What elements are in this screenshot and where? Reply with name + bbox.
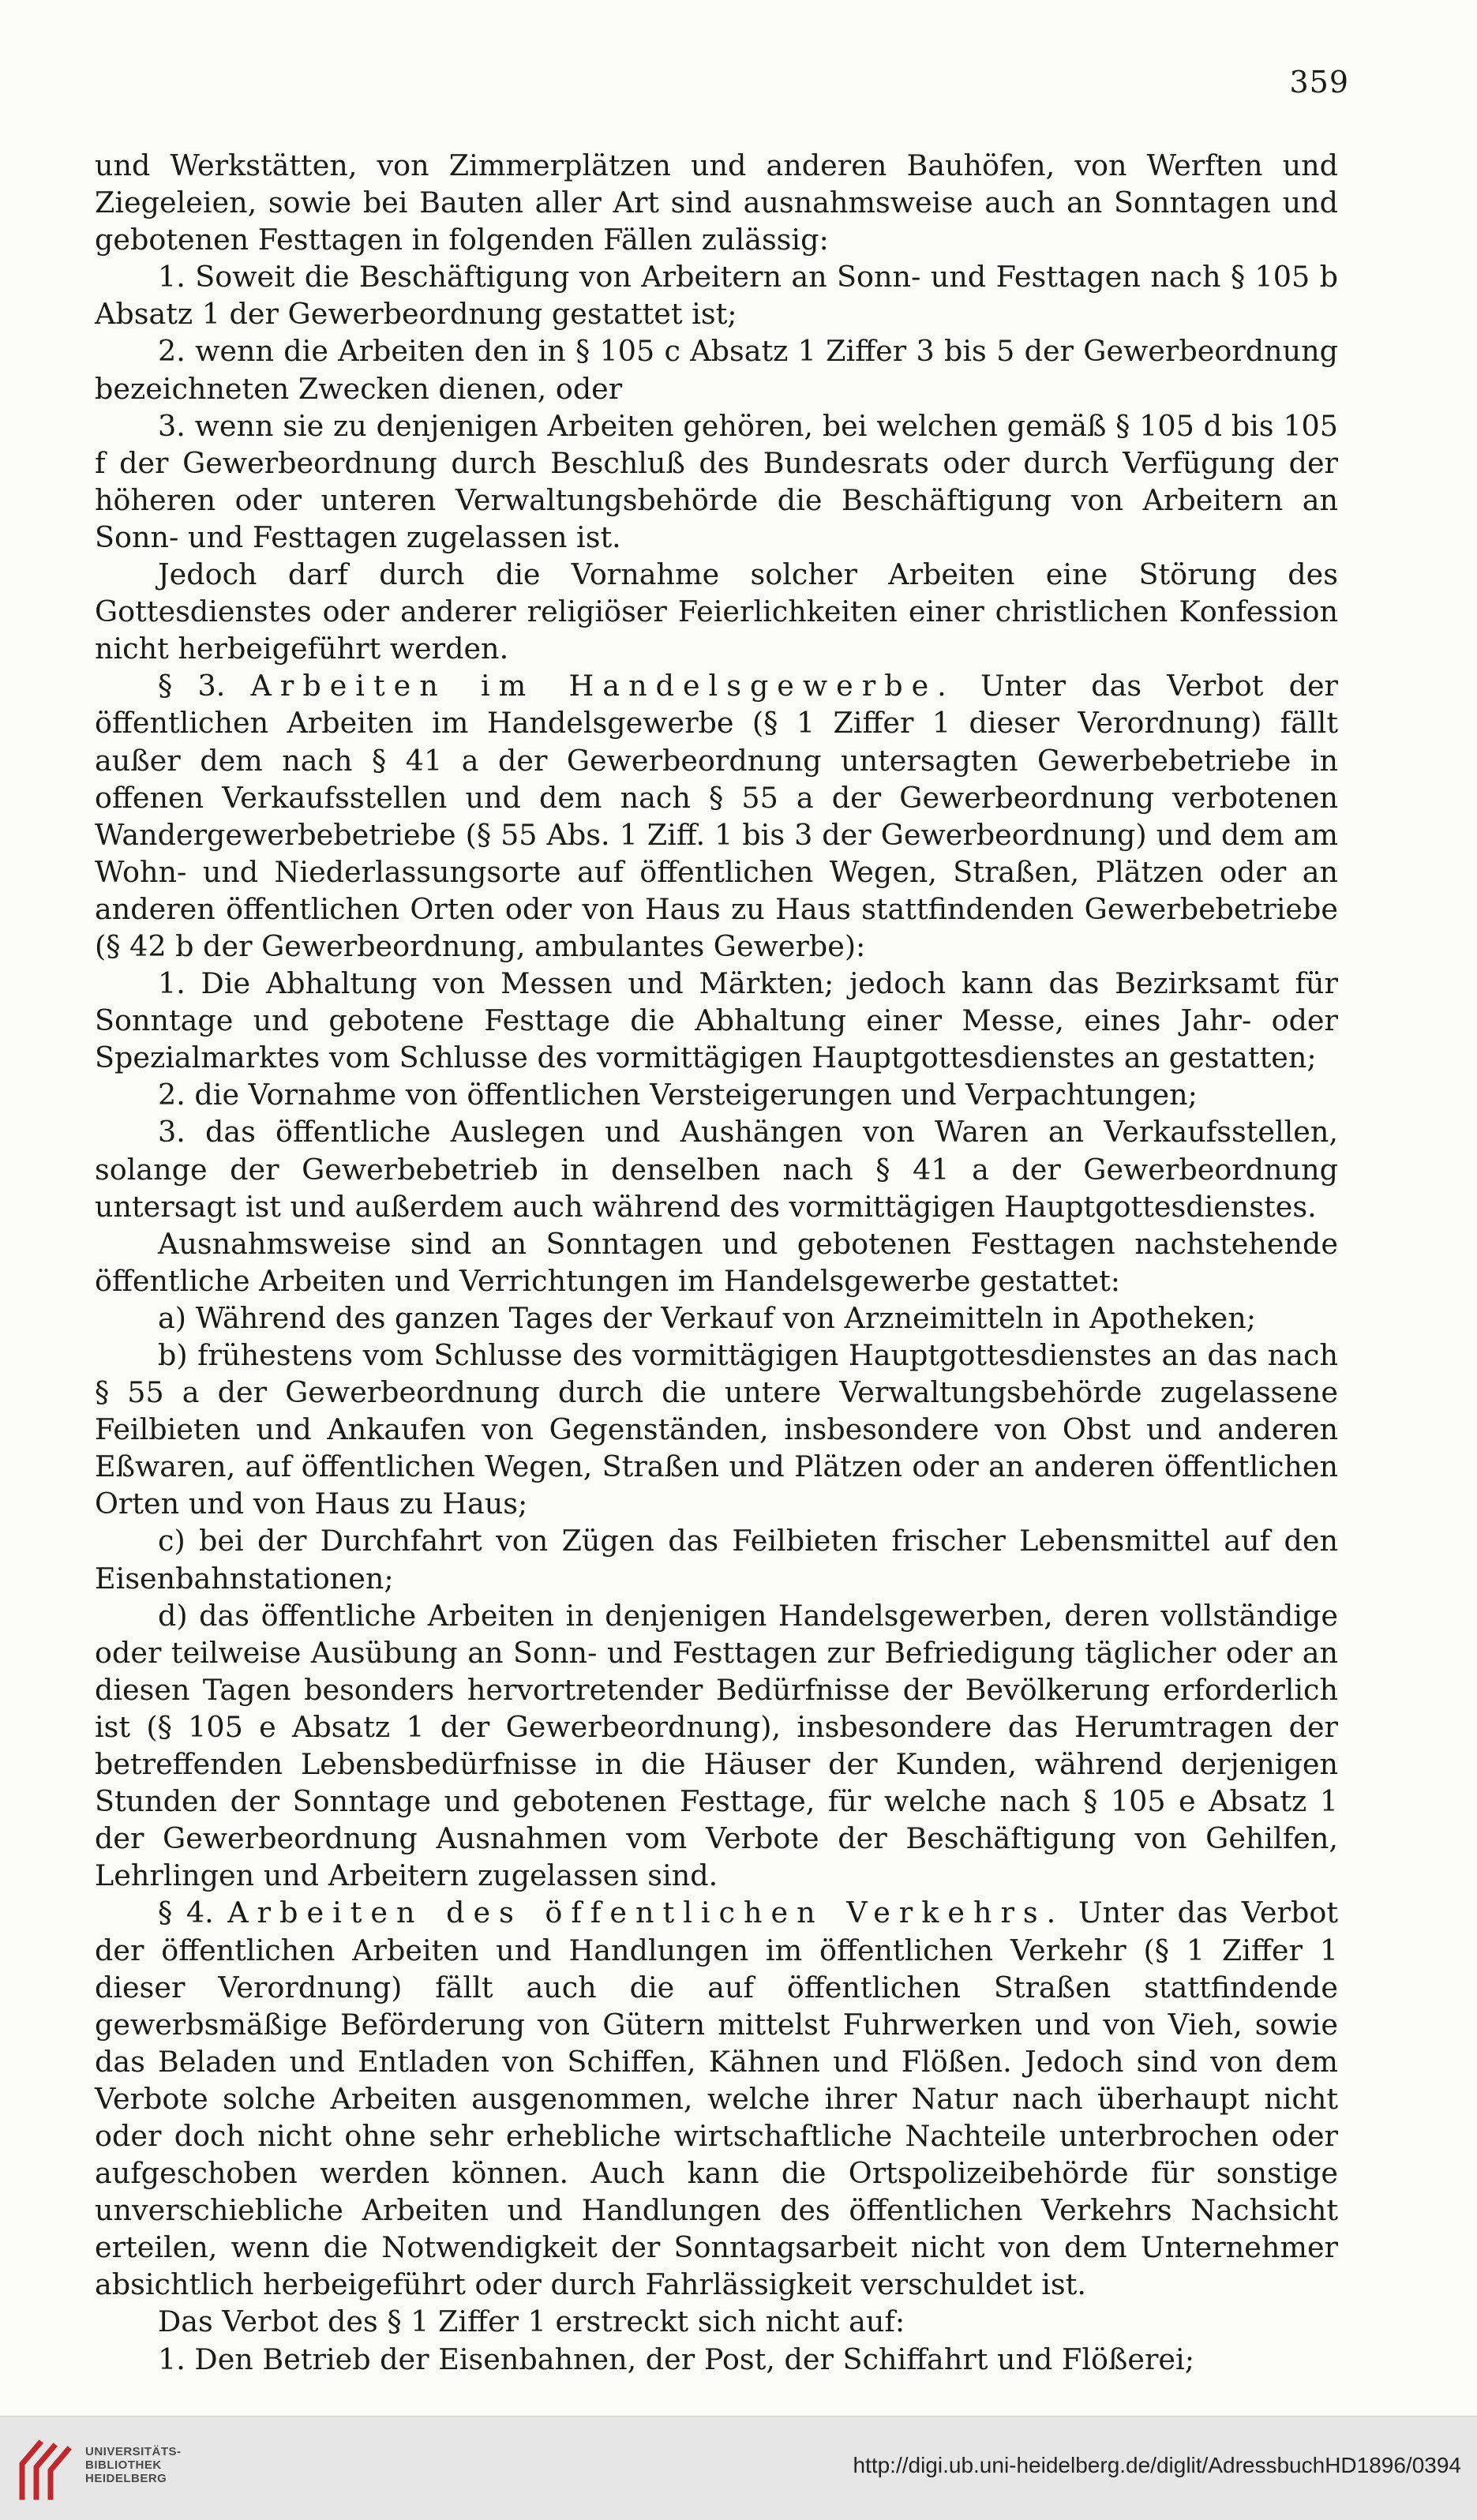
list-item-3: 3. wenn sie zu denjenigen Arbeiten gehören, bei welchen gemäß § 105 d bis 105 f der Gewerbeordnung durch Beschluß des Bundesrats oder durch Verfügung der höheren oder unteren Verwaltungsbehörde die Beschäftigung von Arbeitern an Sonn- und Festtagen zugelassen ist. <box>95 408 1338 554</box>
viewer-footer <box>0 2416 1477 2520</box>
list-item-1: 1. Soweit die Beschäftigung von Arbeitern an Sonn- und Festtagen nach § 105 b Absatz 1 der Gewerbeordnung gestattet ist; <box>95 260 1338 332</box>
section-3-heading: Arbeiten im Handelsgewerbe. <box>250 669 955 703</box>
section-3-number: § 3. <box>158 669 226 703</box>
section-4-number: § 4. <box>158 1896 214 1930</box>
closing-intro: Das Verbot des § 1 Ziffer 1 erstreckt sich nicht auf: <box>158 2304 905 2339</box>
section-3-item-3: 3. das öffentliche Auslegen und Aushängen von Waren an Verkaufsstellen, solange der Gewerbebetrieb in denselben nach § 41 a der Gewerbeordnung untersagt ist und außerdem auch während des vormittägigen Hauptgottesdienstes. <box>95 1115 1338 1224</box>
section-3 <box>95 667 1338 965</box>
library-name-line: BIBLIOTHEK <box>85 2458 162 2472</box>
library-logo-icon <box>16 2432 74 2503</box>
paragraph-intro: und Werkstätten, von Zimmerplätzen und anderen Bauhöfen, von Werften und Ziegeleien, sowie bei Bauten aller Art sind ausnahmsweise auch an Sonntagen und gebotenen Festtagen in folgenden Fällen zulässig: <box>95 148 1338 257</box>
exception-a: a) Während des ganzen Tages der Verkauf von Arzneimitteln in Apotheken; <box>158 1300 1257 1335</box>
section-4-heading: Arbeiten des öffentlichen Verkehrs. <box>227 1896 1065 1930</box>
exception-b: b) frühestens vom Schlusse des vormittägigen Hauptgottesdienstes an das nach § 55 a der Gewerbeordnung durch die untere Verwaltungsbehörde zugelassene Feilbieten und Ankaufen von Gegenständen, insbesondere von Obst und anderen Eßwaren, auf öffentlichen Wegen, Straßen und Plätzen oder an anderen öffentlichen Orten und von Haus zu Haus; <box>95 1338 1338 1521</box>
section-3-body: Unter das Verbot der öffentlichen Arbeiten im Handelsgewerbe (§ 1 Ziffer 1 dieser Verordnung) fällt außer dem nach § 41 a der Gewerbeordnung untersagten Gewerbebetriebe in offenen Verkaufsstellen und dem nach § 55 a der Gewerbeordnung verbotenen Wandergewerbebetriebe (§ 55 Abs. 1 Ziff. 1 bis 3 der Gewerbeordnung) und dem am Wohn- und Niederlassungsorte auf öffentlichen Wegen, Straßen, Plätzen oder an anderen öffentlichen Orten oder von Haus zu Haus stattfindenden Gewerbebetriebe (§ 42 b der Gewerbeordnung, ambulantes Gewerbe): <box>95 669 1338 963</box>
body-text <box>95 147 1338 2378</box>
closing-item-1: 1. Den Betrieb der Eisenbahnen, der Post, der Schiffahrt und Flößerei; <box>158 2342 1195 2376</box>
library-name <box>85 2445 182 2485</box>
section-3-item-2: 2. die Vornahme von öffentlichen Versteigerungen und Verpachtungen; <box>158 1078 1198 1112</box>
exception-d: d) das öffentliche Arbeiten in denjenigen Handelsgewerben, deren vollständige oder teilweise Ausübung an Sonn- und Festtagen zur Befriedigung täglicher oder an diesen Tagen besonders hervortretender Bedürfnisse der Bevölkerung erforderlich ist (§ 105 e Absatz 1 der Gewerbeordnung), insbesondere das Herumtragen der betreffenden Lebensbedürfnisse in die Häuser der Kunden, während derjenigen Stunden der Sonntage und gebotenen Festtage, für welche nach § 105 e Absatz 1 der Gewerbeordnung Ausnahmen vom Verbote der Beschäftigung von Gehilfen, Lehrlingen und Arbeitern zugelassen sind. <box>95 1598 1338 1893</box>
section-3-item-1: 1. Die Abhaltung von Messen und Märkten; jedoch kann das Bezirksamt für Sonntage und gebotene Festtage die Abhaltung einer Messe, eines Jahr- oder Spezialmarktes vom Schlusse des vormittägigen Hauptgottesdienstes an gestatten; <box>95 966 1338 1075</box>
exception-c: c) bei der Durchfahrt von Zügen das Feilbieten frischer Lebensmittel auf den Eisenbahnstationen; <box>95 1524 1338 1596</box>
section-4 <box>95 1894 1338 2303</box>
exceptions-intro: Ausnahmsweise sind an Sonntagen und gebotenen Festtagen nachstehende öffentliche Arbeiten und Verrichtungen im Handelsgewerbe gestattet: <box>95 1226 1338 1298</box>
permalink-url[interactable]: http://digi.ub.uni-heidelberg.de/diglit/AdressbuchHD1896/0394 <box>853 2453 1461 2477</box>
page-number: 359 <box>1289 65 1349 99</box>
paragraph-jedoch: Jedoch darf durch die Vornahme solcher Arbeiten eine Störung des Gottesdienstes oder anderer religiöser Feierlichkeiten einer christlichen Konfession nicht herbeigeführt werden. <box>95 557 1338 666</box>
library-name-line: UNIVERSITÄTS- <box>85 2445 182 2458</box>
section-4-body: Unter das Verbot der öffentlichen Arbeiten und Handlungen im öffentlichen Verkehr (§ 1 Ziffer 1 dieser Verordnung) fällt auch die auf öffentlichen Straßen stattfindende gewerbsmäßige Beförderung von Gütern mittelst Fuhrwerken und von Vieh, sowie das Beladen und Entladen von Schiffen, Kähnen und Flößen. Jedoch sind von dem Verbote solche Arbeiten ausgenommen, welche ihrer Natur nach überhaupt nicht oder doch nicht ohne sehr erhebliche wirtschaftliche Nachteile unterbrochen oder aufgeschoben werden können. Auch kann die Ortspolizeibehörde für sonstige unverschiebliche Arbeiten und Handlungen des öffentlichen Verkehrs Nachsicht erteilen, wenn die Notwendigkeit der Sonntagsarbeit nicht von dem Unternehmer absichtlich herbeigeführt oder durch Fahrlässigkeit verschuldet ist. <box>95 1896 1338 2302</box>
library-name-line: HEIDELBERG <box>85 2472 167 2485</box>
list-item-2: 2. wenn die Arbeiten den in § 105 c Absatz 1 Ziffer 3 bis 5 der Gewerbeordnung bezeichneten Zwecken dienen, oder <box>95 334 1338 406</box>
